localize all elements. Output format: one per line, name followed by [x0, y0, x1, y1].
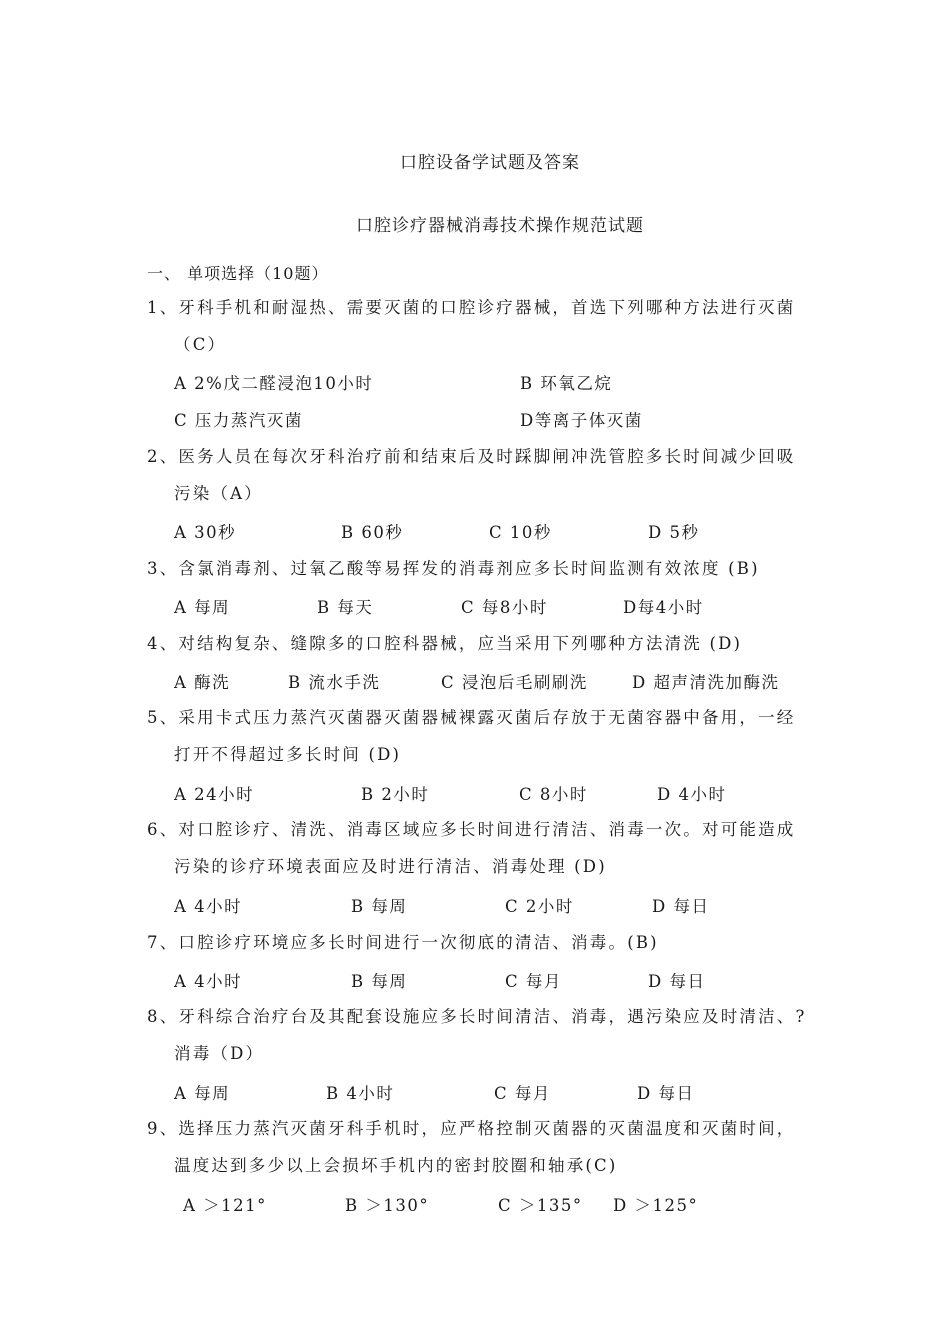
question-text: 5、采用卡式压力蒸汽灭菌器灭菌器械裸露灭菌后存放于无菌容器中备用，一经 — [147, 708, 796, 727]
option-d: D等离子体灭菌 — [520, 411, 643, 430]
option-d: D每4小时 — [623, 598, 704, 617]
question-5-options — [174, 781, 854, 805]
question-7-options — [174, 968, 854, 992]
question-text-continued: 消毒（D） — [174, 1044, 265, 1063]
section-heading: 一、 单项选择（10题） — [147, 264, 329, 283]
question-text: 3、含氯消毒剂、过氧乙酸等易挥发的消毒剂应多长时间监测有效浓度 (B) — [147, 559, 760, 578]
option-c: C ＞135° — [498, 1196, 583, 1215]
option-c: C 8小时 — [519, 785, 588, 804]
option-a: A 酶洗 — [174, 673, 231, 692]
question-9 — [147, 1110, 827, 1184]
option-d: D 每日 — [648, 972, 706, 991]
document-title: 口腔设备学试题及答案 — [400, 153, 580, 173]
option-c: C 2小时 — [505, 897, 574, 916]
question-9-options — [174, 1192, 854, 1216]
question-4 — [147, 625, 827, 662]
question-text: 9、选择压力蒸汽灭菌牙科手机时，应严格控制灭菌器的灭菌温度和灭菌时间， — [147, 1119, 796, 1138]
option-c: C 每月 — [494, 1084, 551, 1103]
option-c: C 每月 — [505, 972, 562, 991]
question-6 — [147, 811, 827, 885]
question-text: 6、对口腔诊疗、清洗、消毒区域应多长时间进行清洁、消毒一次。对可能造成 — [147, 820, 796, 839]
option-c: C 10秒 — [489, 523, 552, 542]
question-text-continued: （C） — [174, 335, 227, 354]
question-1 — [147, 289, 827, 363]
option-b: B 2小时 — [361, 785, 430, 804]
question-text: 7、口腔诊疗环境应多长时间进行一次彻底的清洁、消毒。(B) — [147, 933, 659, 952]
question-3-options — [174, 594, 854, 618]
question-text: 4、对结构复杂、缝隙多的口腔科器械，应当采用下列哪种方法清洗 (D) — [147, 634, 743, 653]
option-a: A 2%戊二醛浸泡10小时 — [174, 374, 374, 393]
option-b: B 每天 — [317, 598, 374, 617]
document-subtitle: 口腔诊疗器械消毒技术操作规范试题 — [356, 216, 644, 236]
option-b: B 每周 — [351, 897, 408, 916]
question-1-options-row-2 — [174, 407, 854, 431]
question-text-continued: 打开不得超过多长时间 (D) — [174, 745, 402, 764]
question-text: 8、牙科综合治疗台及其配套设施应多长时间清洁、消毒，遇污染应及时清洁、? — [147, 1007, 807, 1026]
question-3 — [147, 550, 827, 587]
option-c: C 压力蒸汽灭菌 — [174, 411, 303, 430]
option-a: A 30秒 — [174, 523, 237, 542]
option-a: A 4小时 — [174, 897, 243, 916]
question-text-continued: 污染的诊疗环境表面应及时进行清洁、消毒处理 (D) — [174, 857, 607, 876]
question-8 — [147, 998, 827, 1072]
option-b: B 每周 — [351, 972, 408, 991]
option-b: B 流水手洗 — [288, 673, 381, 692]
question-1-options — [174, 370, 854, 394]
option-c: C 每8小时 — [461, 598, 548, 617]
option-b: B 4小时 — [326, 1084, 395, 1103]
question-text-continued: 污染（A） — [174, 484, 263, 503]
option-b: B ＞130° — [345, 1196, 430, 1215]
question-2 — [147, 438, 827, 512]
question-2-options — [174, 519, 854, 543]
question-text: 2、医务人员在每次牙科治疗前和结束后及时踩脚闸冲洗管腔多长时间减少回吸 — [147, 447, 796, 466]
option-a: A 每周 — [174, 598, 231, 617]
option-d: D 4小时 — [657, 785, 727, 804]
question-8-options — [174, 1080, 854, 1104]
question-7 — [147, 924, 827, 961]
option-d: D 每日 — [637, 1084, 695, 1103]
option-d: D 超声清洗加酶洗 — [632, 673, 780, 692]
option-c: C 浸泡后毛刷刷洗 — [441, 673, 588, 692]
question-5 — [147, 699, 827, 773]
option-b: B 环氧乙烷 — [520, 374, 613, 393]
question-6-options — [174, 893, 854, 917]
question-text-continued: 温度达到多少以上会损坏手机内的密封胶圈和轴承(C) — [174, 1156, 618, 1175]
option-b: B 60秒 — [341, 523, 404, 542]
option-a: A ＞121° — [183, 1196, 267, 1215]
option-d: D 5秒 — [648, 523, 700, 542]
option-a: A 4小时 — [174, 972, 243, 991]
question-text: 1、牙科手机和耐湿热、需要灭菌的口腔诊疗器械，首选下列哪种方法进行灭菌 — [147, 298, 796, 317]
option-d: D ＞125° — [613, 1196, 699, 1215]
option-a: A 每周 — [174, 1084, 231, 1103]
question-4-options — [174, 669, 854, 693]
option-a: A 24小时 — [174, 785, 255, 804]
option-d: D 每日 — [652, 897, 710, 916]
